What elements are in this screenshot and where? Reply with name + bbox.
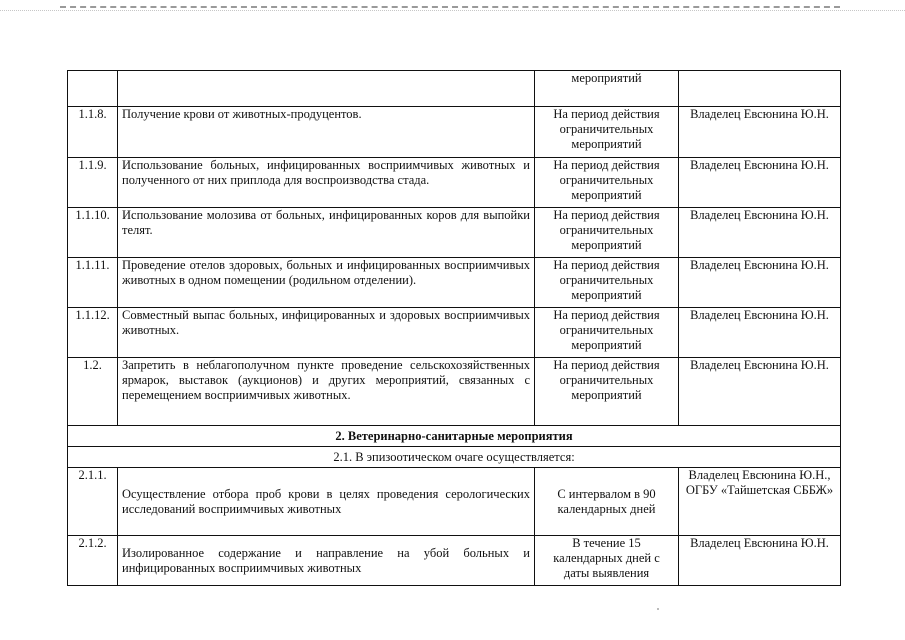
item-term: На период действия ограничительных мероприятий <box>535 158 679 208</box>
item-responsible: Владелец Евсюнина Ю.Н. <box>679 107 841 158</box>
item-number: 1.1.12. <box>68 308 118 358</box>
item-number: 1.1.9. <box>68 158 118 208</box>
scan-speck <box>657 608 659 610</box>
item-responsible <box>679 71 841 107</box>
item-number: 1.1.10. <box>68 208 118 258</box>
item-term: На период действия ограничительных мероприятий <box>535 208 679 258</box>
item-responsible: Владелец Евсюнина Ю.Н. <box>679 358 841 426</box>
subsection-heading-row <box>68 447 841 468</box>
item-term: С интервалом в 90 календарных дней <box>535 468 679 536</box>
scan-top-edge <box>60 6 840 8</box>
item-description: Осуществление отбора проб крови в целях проведения серологических исследований восприимчивых животных <box>118 468 535 536</box>
item-term: На период действия ограничительных мероприятий <box>535 358 679 426</box>
item-responsible: Владелец Евсюнина Ю.Н., ОГБУ «Тайшетская СББЖ» <box>679 468 841 536</box>
item-description: Совместный выпас больных, инфицированных и здоровых восприимчивых животных. <box>118 308 535 358</box>
item-responsible: Владелец Евсюнина Ю.Н. <box>679 536 841 586</box>
item-term: На период действия ограничительных мероприятий <box>535 258 679 308</box>
item-term: На период действия ограничительных мероприятий <box>535 107 679 158</box>
item-number: 1.1.8. <box>68 107 118 158</box>
section-heading: 2. Ветеринарно-санитарные мероприятия <box>68 426 841 447</box>
item-description: Использование молозива от больных, инфицированных коров для выпойки телят. <box>118 208 535 258</box>
item-description: Изолированное содержание и направление на убой больных и инфицированных восприимчивых животных <box>118 536 535 586</box>
table-row-continuation <box>68 71 841 107</box>
table-row <box>68 358 841 426</box>
table-row <box>68 107 841 158</box>
item-description <box>118 71 535 107</box>
item-responsible: Владелец Евсюнина Ю.Н. <box>679 208 841 258</box>
table-row <box>68 468 841 536</box>
item-description: Использование больных, инфицированных восприимчивых животных и полученного от них приплода для воспроизводства стада. <box>118 158 535 208</box>
item-number <box>68 71 118 107</box>
item-number: 2.1.2. <box>68 536 118 586</box>
item-number: 2.1.1. <box>68 468 118 536</box>
subsection-heading: 2.1. В эпизоотическом очаге осуществляется: <box>68 447 841 468</box>
table-row <box>68 208 841 258</box>
item-number: 1.1.11. <box>68 258 118 308</box>
item-responsible: Владелец Евсюнина Ю.Н. <box>679 158 841 208</box>
item-number: 1.2. <box>68 358 118 426</box>
table-row <box>68 308 841 358</box>
item-description: Получение крови от животных-продуцентов. <box>118 107 535 158</box>
table-row <box>68 536 841 586</box>
scan-top-edge-faint <box>0 10 905 11</box>
item-responsible: Владелец Евсюнина Ю.Н. <box>679 258 841 308</box>
table-row <box>68 258 841 308</box>
table-row <box>68 158 841 208</box>
item-term: На период действия ограничительных мероприятий <box>535 308 679 358</box>
item-term: В течение 15 календарных дней с даты выявления <box>535 536 679 586</box>
item-responsible: Владелец Евсюнина Ю.Н. <box>679 308 841 358</box>
measures-table <box>67 70 841 586</box>
item-term: мероприятий <box>535 71 679 107</box>
item-description: Проведение отелов здоровых, больных и инфицированных восприимчивых животных в одном помещении (родильном отделении). <box>118 258 535 308</box>
item-description: Запретить в неблагополучном пункте проведение сельскохозяйственных ярмарок, выставок (аукционов) и других мероприятий, связанных с перемещением восприимчивых животных. <box>118 358 535 426</box>
section-heading-row <box>68 426 841 447</box>
